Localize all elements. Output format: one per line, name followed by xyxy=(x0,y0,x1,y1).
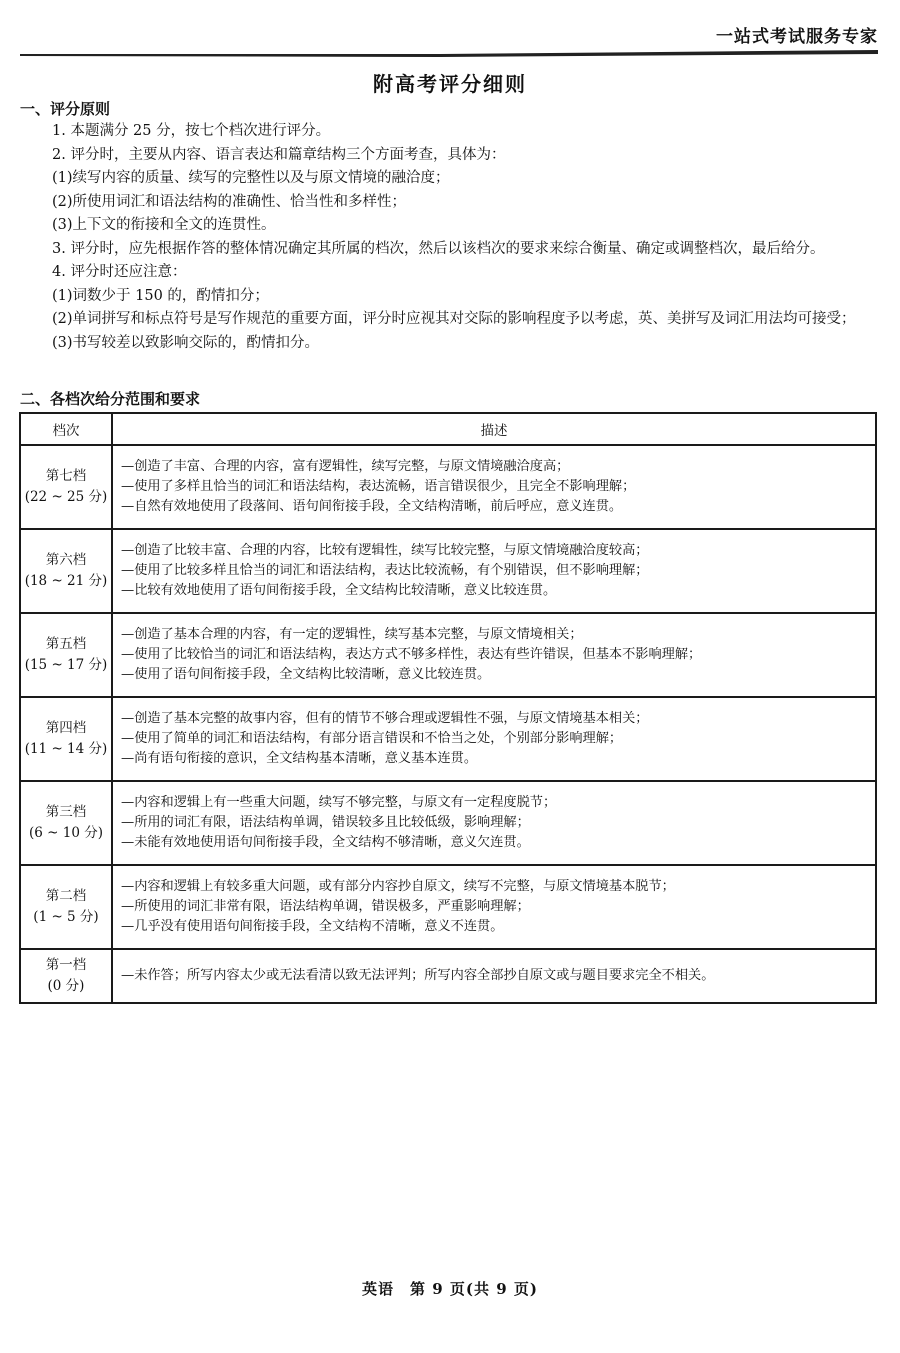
table-row xyxy=(20,697,876,781)
level-score-range: (6 ~ 10 分) xyxy=(29,825,103,841)
description-line: —创造了基本合理的内容，有一定的逻辑性，续写基本完整，与原文情境相关； xyxy=(121,627,583,642)
level-cell xyxy=(20,697,112,781)
description-cell xyxy=(112,697,876,781)
page-title: 附高考评分细则 xyxy=(373,72,527,96)
level-cell xyxy=(20,445,112,529)
principle-paragraph: (2)单词拼写和标点符号是写作规范的重要方面，评分时应视其对交际的影响程度予以考虑，英、美拼写及词汇用法均可接受； xyxy=(52,311,856,327)
level-cell xyxy=(20,613,112,697)
description-line: —使用了多样且恰当的词汇和语法结构，表达流畅，语言错误很少，且完全不影响理解； xyxy=(121,479,636,494)
description-line: —内容和逻辑上有较多重大问题，或有部分内容抄自原文，续写不完整，与原文情境基本脱节； xyxy=(121,879,675,894)
description-line: —所使用的词汇非常有限，语法结构单调，错误极多，严重影响理解； xyxy=(121,899,530,914)
description-line: —未作答；所写内容太少或无法看清以致无法评判；所写内容全部抄自原文或与题目要求完全不相关。 xyxy=(121,968,715,983)
header-brand: 一站式考试服务专家 xyxy=(716,27,878,47)
level-name: 第六档 xyxy=(45,552,87,568)
principle-paragraph: (3)上下文的衔接和全文的连贯性。 xyxy=(52,217,276,233)
description-line: —使用了比较恰当的词汇和语法结构，表达方式不够多样性，表达有些许错误，但基本不影响理解； xyxy=(121,647,702,662)
table-row xyxy=(20,445,876,529)
page-footer: 英语 第 9 页(共 9 页) xyxy=(362,1280,538,1298)
table-row xyxy=(20,613,876,697)
description-cell xyxy=(112,445,876,529)
table-row xyxy=(20,781,876,865)
description-line: —比较有效地使用了语句间衔接手段，全文结构比较清晰，意义比较连贯。 xyxy=(121,583,557,598)
level-name: 第五档 xyxy=(45,636,87,652)
header-rule xyxy=(20,46,878,60)
level-score-range: (0 分) xyxy=(47,978,85,994)
description-cell xyxy=(112,781,876,865)
level-cell xyxy=(20,529,112,613)
description-line: —创造了比较丰富、合理的内容，比较有逻辑性，续写比较完整，与原文情境融洽度较高； xyxy=(121,543,649,558)
principle-paragraph: (1)续写内容的质量、续写的完整性以及与原文情境的融洽度； xyxy=(52,170,450,186)
level-name: 第四档 xyxy=(45,720,87,736)
section-heading-principles: 一、评分原则 xyxy=(20,100,111,118)
description-line: —未能有效地使用语句间衔接手段，全文结构不够清晰，意义欠连贯。 xyxy=(121,835,530,850)
level-name: 第三档 xyxy=(45,804,87,820)
table-row xyxy=(20,865,876,949)
table-row xyxy=(20,949,876,1003)
principle-paragraph: (2)所使用词汇和语法结构的准确性、恰当性和多样性； xyxy=(52,193,407,210)
description-line: —自然有效地使用了段落间、语句间衔接手段，全文结构清晰，前后呼应，意义连贯。 xyxy=(121,499,623,514)
description-line: —创造了丰富、合理的内容，富有逻辑性，续写完整，与原文情境融洽度高； xyxy=(121,459,570,474)
principles-list xyxy=(20,120,882,355)
scoring-table xyxy=(19,412,877,1004)
level-score-range: (1 ~ 5 分) xyxy=(33,909,99,925)
level-score-range: (11 ~ 14 分) xyxy=(24,741,108,757)
description-cell xyxy=(112,865,876,949)
description-line: —几乎没有使用语句间衔接手段，全文结构不清晰，意义不连贯。 xyxy=(121,919,504,934)
level-cell xyxy=(20,781,112,865)
description-line: —使用了语句间衔接手段，全文结构比较清晰，意义比较连贯。 xyxy=(121,667,491,682)
level-score-range: (22 ~ 25 分) xyxy=(24,489,108,505)
principle-paragraph: 1. 本题满分 25 分，按七个档次进行评分。 xyxy=(52,123,331,139)
section-heading-levels: 二、各档次给分范围和要求 xyxy=(20,390,201,408)
description-cell xyxy=(112,949,876,1003)
description-line: —内容和逻辑上有一些重大问题，续写不够完整，与原文有一定程度脱节； xyxy=(121,795,557,810)
level-cell xyxy=(20,865,112,949)
level-score-range: (15 ~ 17 分) xyxy=(24,657,108,673)
principle-paragraph: 2. 评分时，主要从内容、语言表达和篇章结构三个方面考查，具体为： xyxy=(52,146,506,163)
principle-paragraph: 3. 评分时，应先根据作答的整体情况确定其所属的档次，然后以该档次的要求来综合衡量、确定或调整档次，最后给分。 xyxy=(52,240,825,257)
description-line: —使用了比较多样且恰当的词汇和语法结构，表达比较流畅，有个别错误，但不影响理解； xyxy=(121,563,649,578)
description-line: —尚有语句衔接的意识，全文结构基本清晰，意义基本连贯。 xyxy=(121,751,478,766)
principle-paragraph: 4. 评分时还应注意： xyxy=(52,264,187,280)
principle-paragraph: (1)词数少于 150 的，酌情扣分； xyxy=(52,287,269,304)
table-row xyxy=(20,529,876,613)
level-name: 第二档 xyxy=(45,888,87,904)
level-name: 第一档 xyxy=(45,957,87,973)
level-cell xyxy=(20,949,112,1003)
level-name: 第七档 xyxy=(45,468,87,484)
description-cell xyxy=(112,529,876,613)
principle-paragraph: (3)书写较差以致影响交际的，酌情扣分。 xyxy=(52,334,320,351)
description-line: —创造了基本完整的故事内容，但有的情节不够合理或逻辑性不强，与原文情境基本相关； xyxy=(121,711,649,726)
table-header-row xyxy=(20,413,876,445)
column-header-level: 档次 xyxy=(20,413,112,445)
level-score-range: (18 ~ 21 分) xyxy=(24,573,108,589)
description-line: —使用了简单的词汇和语法结构，有部分语言错误和不恰当之处，个别部分影响理解； xyxy=(121,731,623,746)
description-line: —所用的词汇有限，语法结构单调，错误较多且比较低级，影响理解； xyxy=(121,815,530,830)
column-header-description: 描述 xyxy=(112,413,876,445)
description-cell xyxy=(112,613,876,697)
